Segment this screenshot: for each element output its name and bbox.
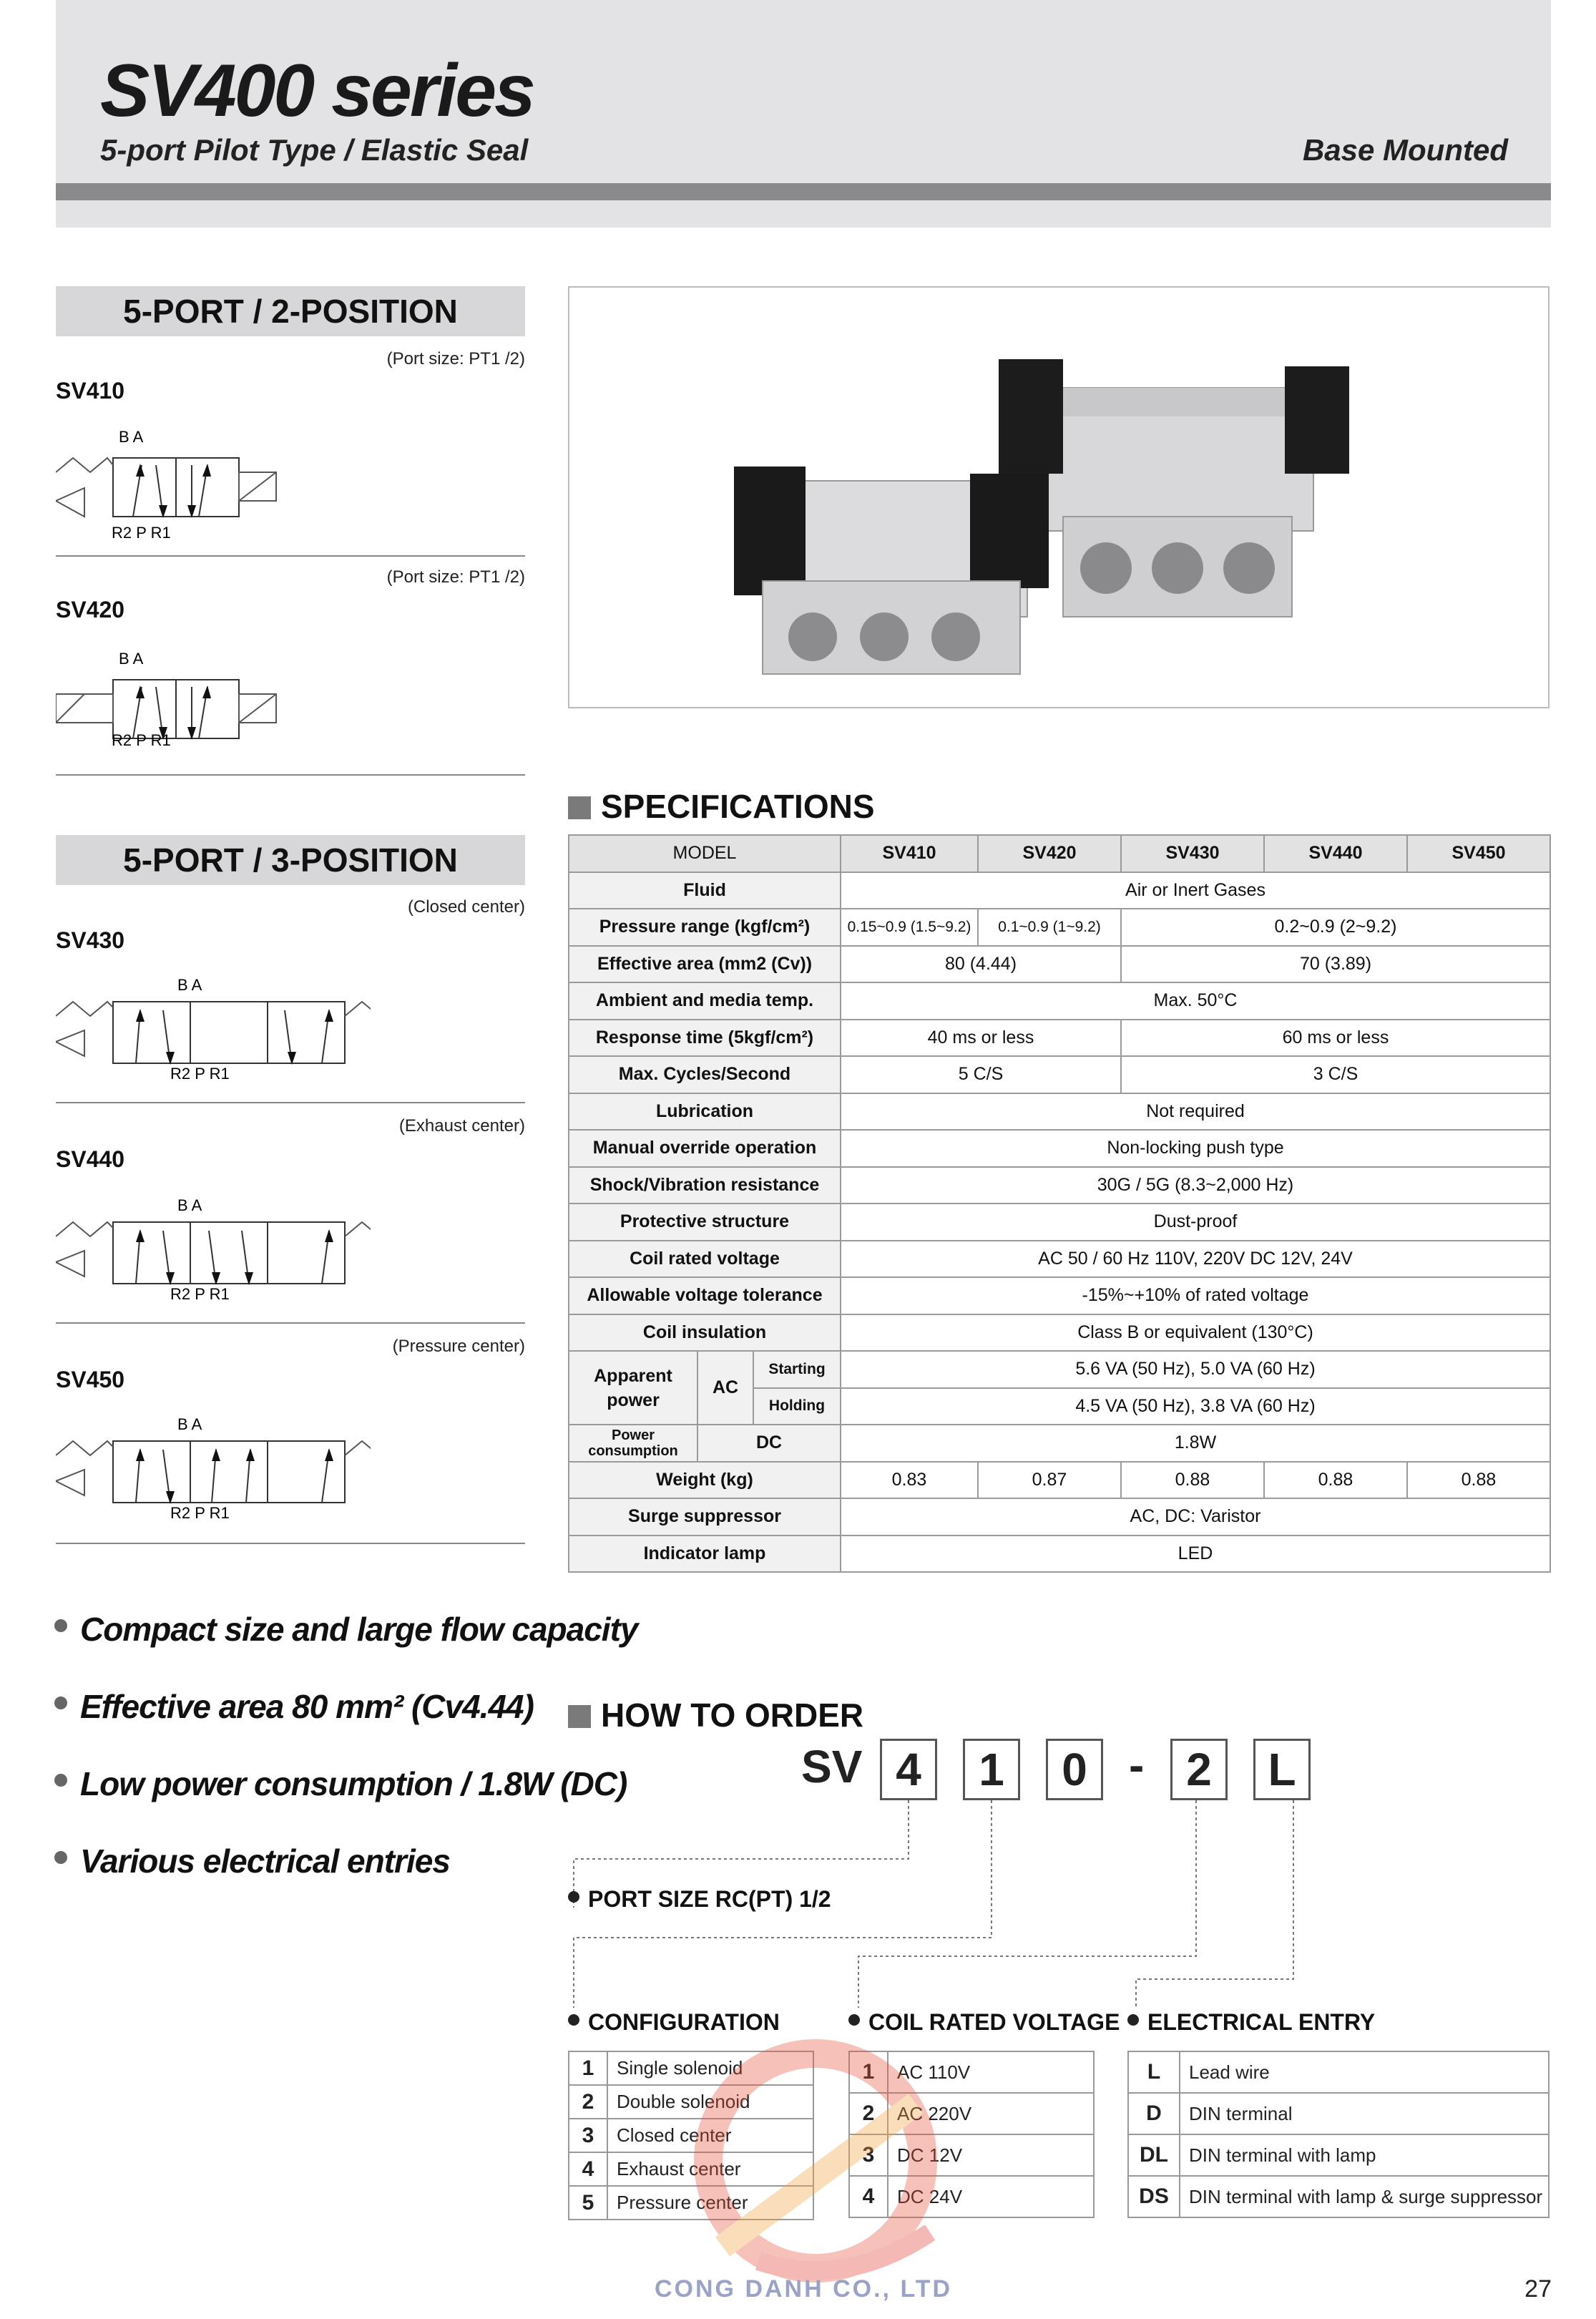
option-key: 1 bbox=[569, 2051, 607, 2085]
table-cell: Non-locking push type bbox=[841, 1130, 1550, 1167]
sv440-port-bottom: R2 P R1 bbox=[170, 1285, 230, 1303]
valve-photo-illustration bbox=[569, 288, 1548, 707]
row-label: Surge suppressor bbox=[569, 1498, 841, 1536]
sv430-valve-symbol-icon bbox=[56, 970, 371, 1092]
table-row bbox=[569, 835, 1550, 872]
table-row bbox=[569, 872, 1550, 909]
table-cell: AC, DC: Varistor bbox=[841, 1498, 1550, 1536]
table-cell: LED bbox=[841, 1536, 1550, 1573]
code-digit-entry: L bbox=[1253, 1739, 1311, 1800]
option-key: 2 bbox=[569, 2085, 607, 2119]
option-key: 5 bbox=[569, 2186, 607, 2220]
table-header: MODEL bbox=[569, 835, 841, 872]
electrical-entry-table bbox=[1127, 2051, 1550, 2218]
sv420-port-top: B A bbox=[119, 650, 144, 668]
option-value: Pressure center bbox=[607, 2186, 813, 2220]
page-title: SV400 series bbox=[100, 49, 534, 132]
sv410-label: SV410 bbox=[56, 378, 125, 404]
table-cell: Not required bbox=[841, 1093, 1550, 1131]
sv450-label: SV450 bbox=[56, 1367, 125, 1392]
table-row bbox=[569, 1462, 1550, 1499]
sv450-port-note: (Pressure center) bbox=[392, 1337, 525, 1356]
table-row bbox=[569, 946, 1550, 983]
code-digit-zero: 0 bbox=[1046, 1739, 1103, 1800]
feature-item: Compact size and large flow capacity bbox=[54, 1610, 637, 1649]
product-photo bbox=[568, 286, 1550, 708]
how-to-order-heading: HOW TO ORDER bbox=[568, 1696, 863, 1734]
sv410-port-top: B A bbox=[119, 428, 144, 446]
specifications-table bbox=[568, 834, 1551, 1573]
row-label: Allowable voltage tolerance bbox=[569, 1277, 841, 1314]
sv430-label: SV430 bbox=[56, 927, 125, 953]
table-row bbox=[569, 1056, 1550, 1093]
option-value: Single solenoid bbox=[607, 2051, 813, 2085]
row-label: Response time (5kgf/cm²) bbox=[569, 1020, 841, 1057]
table-row bbox=[569, 1241, 1550, 1278]
row-label: Lubrication bbox=[569, 1093, 841, 1131]
page-number: 27 bbox=[1524, 2275, 1552, 2303]
table-row bbox=[1128, 2134, 1549, 2176]
row-label: Weight (kg) bbox=[569, 1462, 841, 1499]
option-value: DC 12V bbox=[888, 2134, 1094, 2176]
table-cell: 5 C/S bbox=[841, 1056, 1121, 1093]
table-row bbox=[569, 1314, 1550, 1352]
table-cell: AC 50 / 60 Hz 110V, 220V DC 12V, 24V bbox=[841, 1241, 1550, 1278]
table-cell: 0.1~0.9 (1~9.2) bbox=[978, 909, 1121, 946]
row-label bbox=[569, 1425, 841, 1462]
electrical-entry-heading: ELECTRICAL ENTRY bbox=[1127, 2009, 1375, 2036]
sv420-port-note: (Port size: PT1 /2) bbox=[386, 567, 525, 587]
table-cell: 1.8W bbox=[841, 1425, 1550, 1462]
sv440-label: SV440 bbox=[56, 1146, 125, 1172]
table-header: SV420 bbox=[978, 835, 1121, 872]
option-key: 3 bbox=[849, 2134, 888, 2176]
table-cell: 40 ms or less bbox=[841, 1020, 1121, 1057]
row-label: Ambient and media temp. bbox=[569, 982, 841, 1020]
specifications-heading: SPECIFICATIONS bbox=[568, 787, 875, 826]
table-cell: 0.2~0.9 (2~9.2) bbox=[1121, 909, 1550, 946]
row-label: Coil insulation bbox=[569, 1314, 841, 1352]
table-cell: -15%~+10% of rated voltage bbox=[841, 1277, 1550, 1314]
table-cell: 70 (3.89) bbox=[1121, 946, 1550, 983]
table-row bbox=[1128, 2093, 1549, 2134]
watermark-text: CONG DANH CO., LTD bbox=[655, 2275, 953, 2303]
option-key: 4 bbox=[849, 2176, 888, 2217]
code-digit-port: 4 bbox=[880, 1739, 937, 1800]
row-label: Shock/Vibration resistance bbox=[569, 1167, 841, 1204]
option-key: 4 bbox=[569, 2152, 607, 2186]
table-row bbox=[569, 1020, 1550, 1057]
option-value: Closed center bbox=[607, 2119, 813, 2152]
table-row bbox=[569, 1277, 1550, 1314]
table-header: SV440 bbox=[1264, 835, 1407, 872]
table-row bbox=[569, 1204, 1550, 1241]
watermark-logo-icon bbox=[630, 2018, 1002, 2297]
feature-item: Effective area 80 mm² (Cv4.44) bbox=[54, 1687, 534, 1726]
sv430-port-note: (Closed center) bbox=[407, 897, 525, 917]
sv440-port-top: B A bbox=[177, 1196, 202, 1214]
sv410-port-bottom: R2 P R1 bbox=[112, 524, 171, 542]
sv440-port-note: (Exhaust center) bbox=[398, 1116, 525, 1136]
three-position-heading: 5-PORT / 3-POSITION bbox=[56, 835, 525, 885]
row-label: Effective area (mm2 (Cv)) bbox=[569, 946, 841, 983]
divider bbox=[56, 1102, 525, 1103]
feature-item: Various electrical entries bbox=[54, 1842, 450, 1880]
code-digit-config: 1 bbox=[963, 1739, 1020, 1800]
holding-label: Holding bbox=[768, 1397, 826, 1415]
option-value: DIN terminal bbox=[1180, 2093, 1549, 2134]
sv440-valve-symbol-icon bbox=[56, 1191, 371, 1312]
table-row bbox=[569, 1425, 1550, 1462]
option-value: DIN terminal with lamp & surge suppressor bbox=[1180, 2176, 1549, 2217]
option-key: DS bbox=[1128, 2176, 1180, 2217]
apparent-power-label: Apparent power bbox=[594, 1365, 672, 1410]
sv450-port-top: B A bbox=[177, 1415, 202, 1433]
option-value: Exhaust center bbox=[607, 2152, 813, 2186]
sv450-valve-symbol-icon bbox=[56, 1410, 371, 1531]
option-value: AC 110V bbox=[888, 2051, 1094, 2093]
table-cell: 0.87 bbox=[978, 1462, 1121, 1499]
table-cell: 0.83 bbox=[841, 1462, 978, 1499]
ac-label: AC bbox=[697, 1352, 753, 1424]
table-row bbox=[569, 1536, 1550, 1573]
table-row bbox=[569, 909, 1550, 946]
table-cell: 0.15~0.9 (1.5~9.2) bbox=[841, 909, 978, 946]
row-label: Manual override operation bbox=[569, 1130, 841, 1167]
port-size-label: PORT SIZE RC(PT) 1/2 bbox=[568, 1886, 831, 1913]
sv450-port-bottom: R2 P R1 bbox=[170, 1504, 230, 1522]
coil-voltage-heading: COIL RATED VOLTAGE bbox=[848, 2009, 1120, 2036]
order-prefix: SV bbox=[801, 1741, 863, 1792]
code-digit-coil: 2 bbox=[1170, 1739, 1228, 1800]
table-row bbox=[569, 1167, 1550, 1204]
power-consumption-label: Power consumption bbox=[588, 1427, 678, 1459]
table-cell: 60 ms or less bbox=[1121, 1020, 1550, 1057]
page-subtitle: 5-port Pilot Type / Elastic Seal bbox=[100, 133, 529, 167]
table-cell: 5.6 VA (50 Hz), 5.0 VA (60 Hz) bbox=[841, 1351, 1550, 1388]
row-label: Fluid bbox=[569, 872, 841, 909]
sv410-port-note: (Port size: PT1 /2) bbox=[386, 349, 525, 368]
table-cell: 80 (4.44) bbox=[841, 946, 1121, 983]
mounting-type: Base Mounted bbox=[1302, 133, 1508, 167]
configuration-heading: CONFIGURATION bbox=[568, 2009, 780, 2036]
table-row bbox=[569, 1351, 1550, 1388]
option-key: 3 bbox=[569, 2119, 607, 2152]
sv410-valve-symbol-icon bbox=[56, 422, 299, 544]
divider bbox=[56, 1543, 525, 1544]
option-value: Double solenoid bbox=[607, 2085, 813, 2119]
table-cell: Air or Inert Gases bbox=[841, 872, 1550, 909]
option-value: DC 24V bbox=[888, 2176, 1094, 2217]
divider bbox=[56, 555, 525, 557]
sv420-valve-symbol-icon bbox=[56, 644, 299, 766]
table-cell: 0.88 bbox=[1264, 1462, 1407, 1499]
row-label: Coil rated voltage bbox=[569, 1241, 841, 1278]
row-label: Protective structure bbox=[569, 1204, 841, 1241]
option-key: L bbox=[1128, 2051, 1180, 2093]
divider bbox=[56, 1322, 525, 1324]
dc-label: DC bbox=[697, 1425, 840, 1461]
row-label: Max. Cycles/Second bbox=[569, 1056, 841, 1093]
table-header: SV410 bbox=[841, 835, 978, 872]
sv430-port-bottom: R2 P R1 bbox=[170, 1065, 230, 1083]
feature-item: Low power consumption / 1.8W (DC) bbox=[54, 1764, 627, 1803]
sv420-label: SV420 bbox=[56, 597, 125, 623]
table-cell: 4.5 VA (50 Hz), 3.8 VA (60 Hz) bbox=[841, 1388, 1550, 1425]
row-label bbox=[569, 1351, 841, 1425]
divider bbox=[56, 774, 525, 776]
table-header: SV430 bbox=[1121, 835, 1264, 872]
option-key: DL bbox=[1128, 2134, 1180, 2176]
table-row bbox=[569, 1093, 1550, 1131]
table-cell: 3 C/S bbox=[1121, 1056, 1550, 1093]
row-label: Pressure range (kgf/cm²) bbox=[569, 909, 841, 946]
table-row bbox=[569, 1130, 1550, 1167]
table-cell: 0.88 bbox=[1121, 1462, 1264, 1499]
option-key: D bbox=[1128, 2093, 1180, 2134]
table-row bbox=[1128, 2051, 1549, 2093]
option-key: 1 bbox=[849, 2051, 888, 2093]
option-key: 2 bbox=[849, 2093, 888, 2134]
header-divider bbox=[56, 183, 1551, 200]
option-value: DIN terminal with lamp bbox=[1180, 2134, 1549, 2176]
option-value: AC 220V bbox=[888, 2093, 1094, 2134]
starting-label: Starting bbox=[754, 1352, 840, 1389]
table-row bbox=[569, 1498, 1550, 1536]
code-dash: - bbox=[1129, 1739, 1145, 1791]
table-cell: Class B or equivalent (130°C) bbox=[841, 1314, 1550, 1352]
table-row bbox=[1128, 2176, 1549, 2217]
table-header: SV450 bbox=[1407, 835, 1550, 872]
table-cell: 30G / 5G (8.3~2,000 Hz) bbox=[841, 1167, 1550, 1204]
table-cell: Max. 50°C bbox=[841, 982, 1550, 1020]
two-position-heading: 5-PORT / 2-POSITION bbox=[56, 286, 525, 336]
row-label: Indicator lamp bbox=[569, 1536, 841, 1573]
table-cell: 0.88 bbox=[1407, 1462, 1550, 1499]
table-cell: Dust-proof bbox=[841, 1204, 1550, 1241]
table-row bbox=[569, 982, 1550, 1020]
sv420-port-bottom: R2 P R1 bbox=[112, 731, 171, 749]
option-value: Lead wire bbox=[1180, 2051, 1549, 2093]
sv430-port-top: B A bbox=[177, 976, 202, 994]
